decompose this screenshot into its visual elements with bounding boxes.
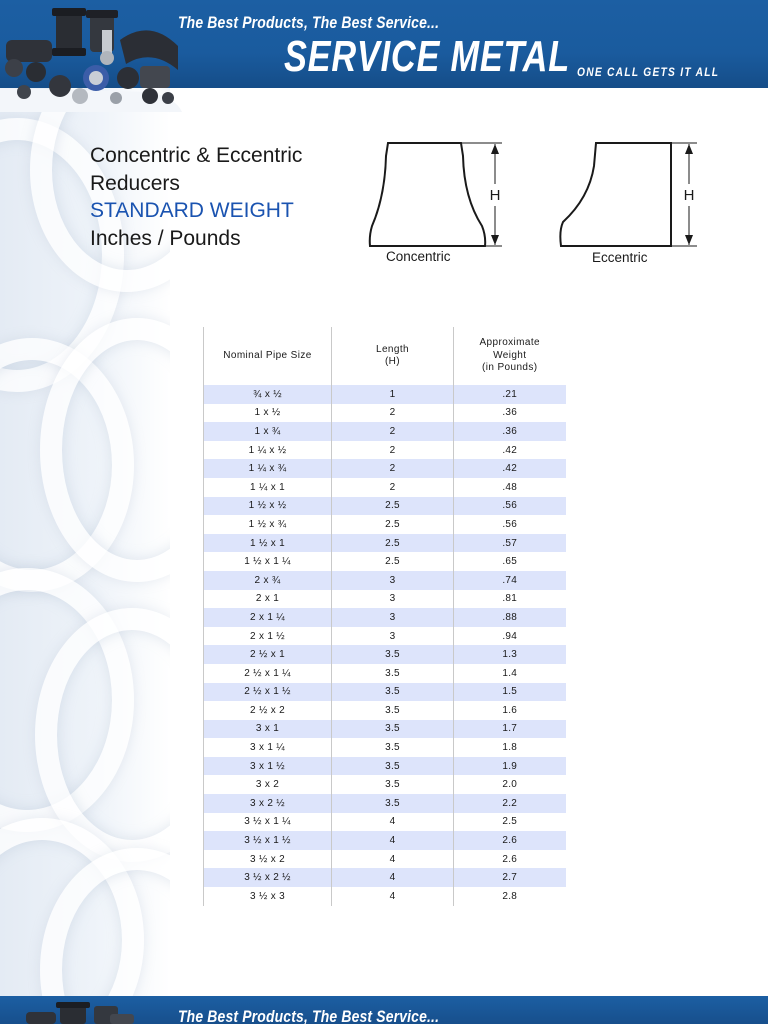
table-row <box>204 608 566 627</box>
cell-length: 4 <box>332 868 454 887</box>
eccentric-reducer-diagram <box>555 136 705 256</box>
cell-weight: .81 <box>454 590 566 609</box>
table-row <box>204 850 566 869</box>
cell-length: 2.5 <box>332 534 454 553</box>
table-header-row <box>204 327 566 385</box>
cell-weight: 2.7 <box>454 868 566 887</box>
cell-length: 2.5 <box>332 497 454 516</box>
cell-weight: .36 <box>454 422 566 441</box>
concentric-height-label: H <box>489 187 501 204</box>
cell-weight: .48 <box>454 478 566 497</box>
cell-weight: .94 <box>454 627 566 646</box>
cell-size: 1 x ¾ <box>204 422 332 441</box>
table-row <box>204 887 566 906</box>
cell-size: 3 ½ x 2 ½ <box>204 868 332 887</box>
header-weight-line-2: Weight <box>493 349 527 361</box>
header-slogan: The Best Products, The Best Service... <box>178 13 440 32</box>
table-row <box>204 868 566 887</box>
cell-size: 3 x 1 ½ <box>204 757 332 776</box>
table-row <box>204 775 566 794</box>
cell-length: 4 <box>332 850 454 869</box>
cell-size: ¾ x ½ <box>204 385 332 404</box>
cell-length: 3 <box>332 627 454 646</box>
eccentric-height-label: H <box>683 187 695 204</box>
cell-weight: 2.2 <box>454 794 566 813</box>
table-row <box>204 422 566 441</box>
table-row <box>204 757 566 776</box>
cell-length: 3.5 <box>332 738 454 757</box>
cell-size: 2 x 1 <box>204 590 332 609</box>
footer-banner <box>0 996 768 1024</box>
cell-size: 1 ½ x 1 ¼ <box>204 552 332 571</box>
cell-weight: 2.6 <box>454 831 566 850</box>
cell-size: 3 x 1 <box>204 720 332 739</box>
cell-length: 3.5 <box>332 775 454 794</box>
cell-weight: 1.4 <box>454 664 566 683</box>
cell-length: 3.5 <box>332 720 454 739</box>
concentric-label: Concentric <box>386 249 451 264</box>
cell-length: 2.5 <box>332 515 454 534</box>
cell-size: 2 ½ x 1 ¼ <box>204 664 332 683</box>
table-row <box>204 404 566 423</box>
cell-weight: .21 <box>454 385 566 404</box>
table-row <box>204 385 566 404</box>
cell-weight: 1.3 <box>454 645 566 664</box>
footer-fittings-image <box>0 996 140 1024</box>
header-nominal-pipe-size: Nominal Pipe Size <box>204 327 332 385</box>
cell-length: 3 <box>332 590 454 609</box>
header-length-line-2: (H) <box>384 356 401 367</box>
header-weight-line-3: (in Pounds) <box>481 362 538 374</box>
table-row <box>204 515 566 534</box>
cell-size: 2 ½ x 1 <box>204 645 332 664</box>
cell-length: 2 <box>332 404 454 423</box>
cell-size: 3 ½ x 3 <box>204 887 332 906</box>
cell-length: 3.5 <box>332 664 454 683</box>
cell-size: 3 ½ x 1 ½ <box>204 831 332 850</box>
table-row <box>204 738 566 757</box>
title-line-1: Concentric & Eccentric <box>90 144 303 167</box>
title-units: Inches / Pounds <box>90 226 241 250</box>
concentric-reducer-diagram <box>360 136 510 256</box>
cell-length: 4 <box>332 831 454 850</box>
cell-length: 3 <box>332 571 454 590</box>
cell-size: 1 x ½ <box>204 404 332 423</box>
table-row <box>204 441 566 460</box>
cell-size: 2 x ¾ <box>204 571 332 590</box>
cell-weight: .42 <box>454 459 566 478</box>
table-row <box>204 813 566 832</box>
header-weight-line-1: Approximate <box>479 337 541 349</box>
table-row <box>204 831 566 850</box>
eccentric-label: Eccentric <box>592 250 648 265</box>
table-row <box>204 459 566 478</box>
table-row <box>204 497 566 516</box>
cell-weight: 1.8 <box>454 738 566 757</box>
table-row <box>204 571 566 590</box>
cell-weight: 1.9 <box>454 757 566 776</box>
cell-weight: .57 <box>454 534 566 553</box>
cell-weight: 1.6 <box>454 701 566 720</box>
cell-size: 2 x 1 ½ <box>204 627 332 646</box>
cell-length: 4 <box>332 813 454 832</box>
cell-size: 1 ½ x ½ <box>204 497 332 516</box>
cell-length: 3 <box>332 608 454 627</box>
title-weight-class: STANDARD WEIGHT <box>90 199 294 222</box>
cell-size: 1 ¼ x ½ <box>204 441 332 460</box>
cell-size: 1 ¼ x ¾ <box>204 459 332 478</box>
cell-size: 2 ½ x 2 <box>204 701 332 720</box>
cell-weight: .74 <box>454 571 566 590</box>
cell-length: 1 <box>332 385 454 404</box>
title-line-2: Reducers <box>90 171 180 195</box>
table-row <box>204 683 566 702</box>
page-title <box>90 142 302 252</box>
cell-weight: .88 <box>454 608 566 627</box>
cell-length: 2 <box>332 441 454 460</box>
cell-length: 3.5 <box>332 683 454 702</box>
table-row <box>204 701 566 720</box>
cell-size: 3 ½ x 2 <box>204 850 332 869</box>
cell-weight: 2.5 <box>454 813 566 832</box>
cell-size: 2 ½ x 1 ½ <box>204 683 332 702</box>
header-banner <box>0 0 768 88</box>
cell-length: 2 <box>332 478 454 497</box>
cell-size: 3 x 2 <box>204 775 332 794</box>
table-row <box>204 645 566 664</box>
cell-size: 1 ¼ x 1 <box>204 478 332 497</box>
cell-weight: .56 <box>454 515 566 534</box>
cell-size: 1 ½ x 1 <box>204 534 332 553</box>
table-row <box>204 590 566 609</box>
cell-size: 2 x 1 ¼ <box>204 608 332 627</box>
table-row <box>204 552 566 571</box>
table-body <box>204 385 566 906</box>
table-row <box>204 794 566 813</box>
cell-weight: 2.0 <box>454 775 566 794</box>
cell-weight: .56 <box>454 497 566 516</box>
pipe-fittings-logo-image <box>0 0 182 112</box>
cell-weight: .65 <box>454 552 566 571</box>
brand-name: SERVICE METAL <box>284 32 570 81</box>
header-approx-weight <box>454 327 566 385</box>
cell-length: 2.5 <box>332 552 454 571</box>
cell-size: 1 ½ x ¾ <box>204 515 332 534</box>
cell-weight: .36 <box>454 404 566 423</box>
table-row <box>204 664 566 683</box>
table-row <box>204 720 566 739</box>
cell-length: 3.5 <box>332 645 454 664</box>
cell-size: 3 ½ x 1 ¼ <box>204 813 332 832</box>
cell-weight: 2.8 <box>454 887 566 906</box>
cell-length: 2 <box>332 459 454 478</box>
brand-tagline: ONE CALL GETS IT ALL <box>577 65 720 79</box>
cell-length: 3.5 <box>332 701 454 720</box>
table-row <box>204 478 566 497</box>
cell-size: 3 x 1 ¼ <box>204 738 332 757</box>
header-length <box>332 327 454 385</box>
cell-length: 3.5 <box>332 794 454 813</box>
cell-weight: .42 <box>454 441 566 460</box>
reducer-spec-table <box>203 327 566 906</box>
cell-weight: 2.6 <box>454 850 566 869</box>
cell-size: 3 x 2 ½ <box>204 794 332 813</box>
cell-length: 2 <box>332 422 454 441</box>
cell-weight: 1.7 <box>454 720 566 739</box>
table-row <box>204 534 566 553</box>
cell-length: 3.5 <box>332 757 454 776</box>
header-length-line-1: Length <box>376 343 409 355</box>
table-row <box>204 627 566 646</box>
footer-slogan: The Best Products, The Best Service... <box>178 1007 440 1024</box>
cell-weight: 1.5 <box>454 683 566 702</box>
cell-length: 4 <box>332 887 454 906</box>
